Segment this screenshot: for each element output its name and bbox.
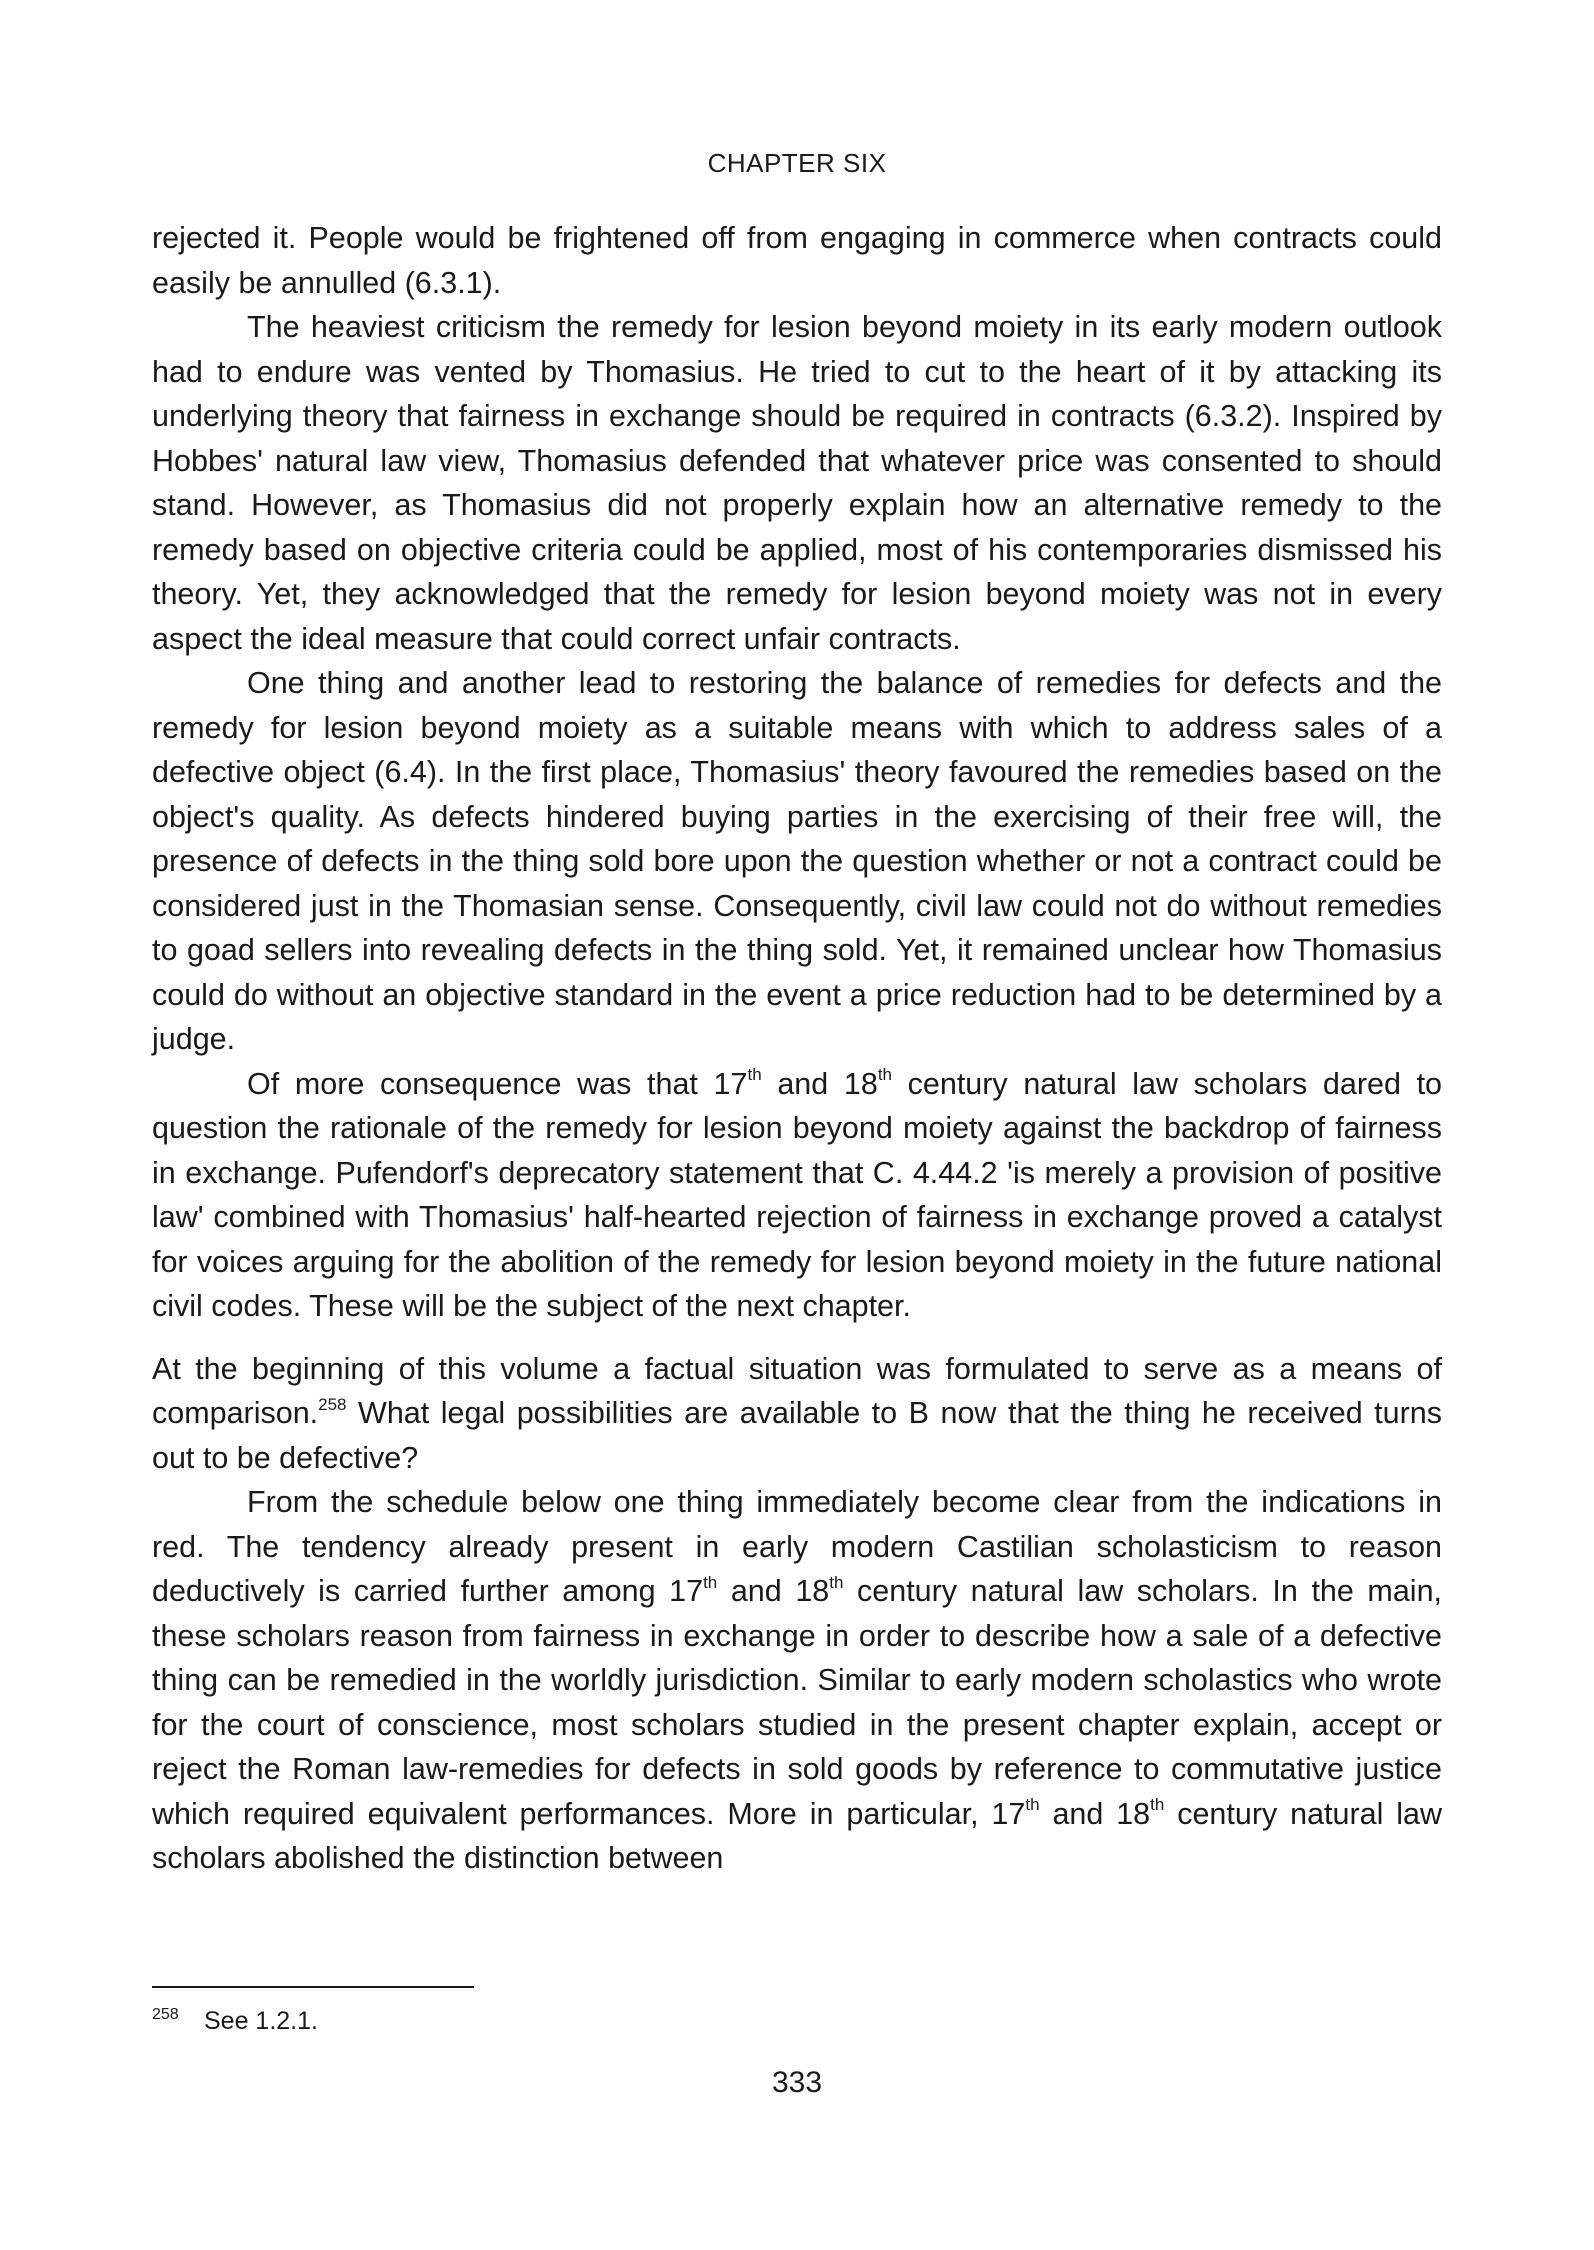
footnote-divider bbox=[152, 1986, 474, 1988]
paragraph-6-text: century natural law scholars. In the main, these scholars reason from fairness in exchange in order to describe how a sale of a defective thing can be remedied in the worldly jurisdiction. Similar to early modern scholastics who wrote for the court of conscience, most scholars studied in the present chapter explain, accept or reject the Roman law-remedies for defects in sold goods by reference to commutative justice which required equivalent performances. More in particular, 17 bbox=[152, 1574, 1443, 1831]
ordinal-superscript: th bbox=[1025, 1795, 1040, 1815]
ordinal-superscript: th bbox=[1150, 1795, 1165, 1815]
paragraph-4-text: Of more consequence was that 17 bbox=[247, 1066, 748, 1101]
paragraph-6-text: century natural law scholars abolished the distinction between bbox=[152, 1796, 1443, 1875]
running-head: CHAPTER SIX bbox=[707, 148, 887, 178]
ordinal-superscript: th bbox=[829, 1572, 844, 1592]
body-text bbox=[152, 216, 1442, 1881]
footnote-number: 258 bbox=[152, 2006, 179, 2023]
page-number: 333 bbox=[771, 2066, 823, 2099]
paragraph-1: rejected it. People would be frightened off from engaging in commerce when contracts could easily be annulled (6.3.1). bbox=[152, 221, 1442, 300]
paragraph-4 bbox=[152, 1062, 1442, 1329]
paragraph-4-text: and 18 bbox=[761, 1066, 878, 1101]
ordinal-superscript: th bbox=[703, 1572, 718, 1592]
paragraph-5-text: At the beginning of this volume a factual situation was formulated to serve as a means of comparison. bbox=[152, 1351, 1442, 1430]
paragraph-3: One thing and another lead to restoring the balance of remedies for defects and the remedy for lesion beyond moiety as a suitable means with which to address sales of a defective object (6.4). In the first place, Thomasius' theory favoured the remedies based on the object's quality. As defects hindered buying parties in the exercising of their free will, the presence of defects in the thing sold bore upon the question whether or not a contract could be considered just in the Thomasian sense. Consequently, civil law could not do without remedies to goad sellers into revealing defects in the thing sold. Yet, it remained unclear how Thomasius could do without an objective standard in the event a price reduction had to be determined by a judge. bbox=[152, 666, 1442, 1056]
paragraph-5 bbox=[152, 1347, 1442, 1481]
paragraph-6-text: and 18 bbox=[1039, 1796, 1151, 1831]
footnote-text: See 1.2.1. bbox=[204, 2007, 318, 2035]
paragraph-6-text: From the schedule below one thing immediately become clear from the indications in red. The tendency already present in early modern Castilian scholasticism to reason deductively is carried further among 17 bbox=[152, 1485, 1442, 1608]
footnote-258 bbox=[152, 1998, 1442, 2038]
ordinal-superscript: th bbox=[877, 1065, 892, 1085]
footnote-reference[interactable]: 258 bbox=[318, 1394, 347, 1414]
paragraph-4-text: century natural law scholars dared to question the rationale of the remedy for lesion beyond moiety against the backdrop of fairness in exchange. Pufendorf's deprecatory statement that C. 4.44.2 'is merely a provision of positive law' combined with Thomasius' half-hearted rejection of fairness in exchange proved a catalyst for voices arguing for the abolition of the remedy for lesion beyond moiety in the future national civil codes. These will be the subject of the next chapter. bbox=[152, 1066, 1443, 1323]
paragraph-5-text: What legal possibilities are available to B now that the thing he received turns out to be defective? bbox=[152, 1396, 1442, 1475]
ordinal-superscript: th bbox=[747, 1065, 762, 1085]
paragraph-2: The heaviest criticism the remedy for lesion beyond moiety in its early modern outlook had to endure was vented by Thomasius. He tried to cut to the heart of it by attacking its underlying theory that fairness in exchange should be required in contracts (6.3.2). Inspired by Hobbes' natural law view, Thomasius defended that whatever price was consented to should stand. However, as Thomasius did not properly explain how an alternative remedy to the remedy based on objective criteria could be applied, most of his contemporaries dismissed his theory. Yet, they acknowledged that the remedy for lesion beyond moiety was not in every aspect the ideal measure that could correct unfair contracts. bbox=[152, 310, 1442, 656]
paragraph-6 bbox=[152, 1480, 1442, 1881]
paragraph-6-text: and 18 bbox=[717, 1574, 830, 1608]
